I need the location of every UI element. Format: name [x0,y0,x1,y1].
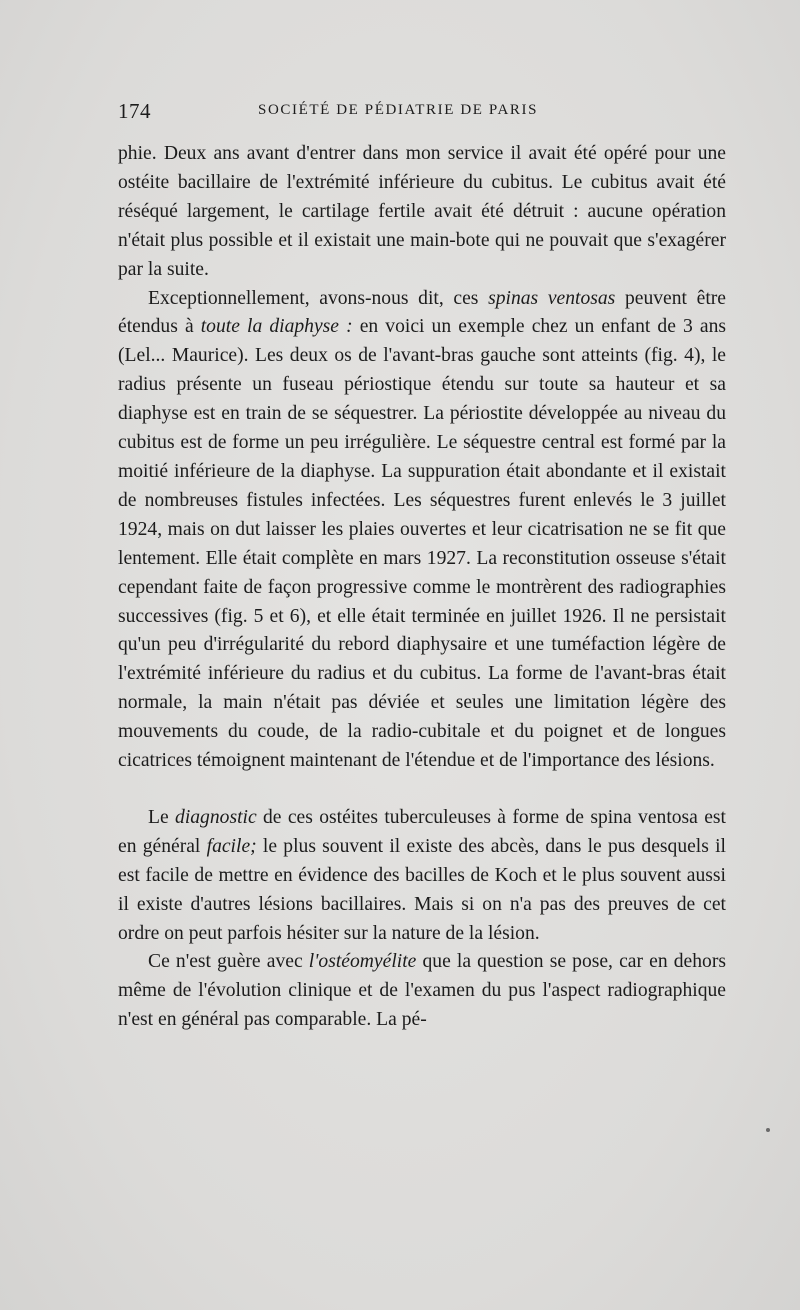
paragraph-text: peuvent être étendus à [118,287,726,338]
paragraph-text: que la question se pose, car en dehors même de l'évolution clinique et de l'examen du pus l'aspect radiographique n'est en général pas comparable. La pé- [118,951,726,1031]
paragraph-diagnostic [118,804,726,949]
paragraph-case-report [118,285,726,776]
journal-title: SOCIÉTÉ DE PÉDIATRIE DE PARIS [258,102,539,118]
italic-term: spinas ventosas [488,287,616,309]
paragraph-gap [118,776,726,804]
paragraph-text: le plus souvent il existe des abcès, dans le pus desquels il est facile de mettre en évidence des bacilles de Koch et le plus souvent aussi il existe d'autres lésions bacillaires. Mais si on n'a pas des preuves de cet ordre on peut parfois hésiter sur la nature de la lésion. [118,835,726,944]
italic-term: toute la diaphyse : [200,316,353,338]
italic-term: l'ostéomyélite [308,951,417,973]
print-speck [766,1128,770,1132]
italic-term: diagnostic [175,806,257,828]
paragraph-text: en voici un exemple chez un enfant de 3 ans (Lel... Maurice). Les deux os de l'avant-bras gauche sont atteints (fig. 4), le radius présente un fuseau périostique étendu sur toute sa hauteur et sa diaphyse est en train de se séquestrer. La périostite développée au niveau du cubitus est de forme un peu irrégulière. Le séquestre central est formé par la moitié inférieure de la diaphyse. La suppuration était abondante et il existait de nombreuses fistules infectées. Les séquestres furent enlevés le 3 juillet 1924, mais on dut laisser les plaies ouvertes et leur cicatrisation ne se fit que lentement. Elle était complète en mars 1927. La reconstitution osseuse s'était cependant faite de façon progressive comme le montrèrent des radiographies successives (fig. 5 et 6), et elle était terminée en juillet 1926. Il ne persistait qu'un peu d'irrégularité du rebord diaphysaire et une tuméfaction légère de l'extrémité inférieure du radius et du cubitus. La forme de l'avant-bras était normale, la main n'était pas déviée et seules une limitation légère des mouvements du coude, de la radio-cubitale et du poignet et de longues cicatrices témoignent maintenant de l'étendue et de l'importance des lésions. [118,316,726,772]
running-head [118,99,728,129]
paragraph-text: Ce n'est guère avec [148,951,309,973]
paragraph-text: Le [148,806,176,828]
paragraph-text: de ces ostéites tuberculeuses à forme de spina ventosa est en général [118,806,726,857]
paragraph-continuation [118,140,726,285]
paragraph-osteomyelitis [118,948,726,1035]
paragraph-text: phie. Deux ans avant d'entrer dans mon service il avait été opéré pour une ostéite bacillaire de l'extrémité inférieure du cubitus. Le cubitus avait été réséqué largement, le cartilage fertile avait été détruit : aucune opération n'était plus possible et il existait une main-bote qui ne pouvait que s'exagérer par la suite. [118,143,726,280]
page-number: 174 [118,99,151,123]
italic-term: facile; [206,835,257,857]
body-text [118,140,726,1035]
paragraph-text: Exceptionnellement, avons-nous dit, ces [148,287,489,309]
